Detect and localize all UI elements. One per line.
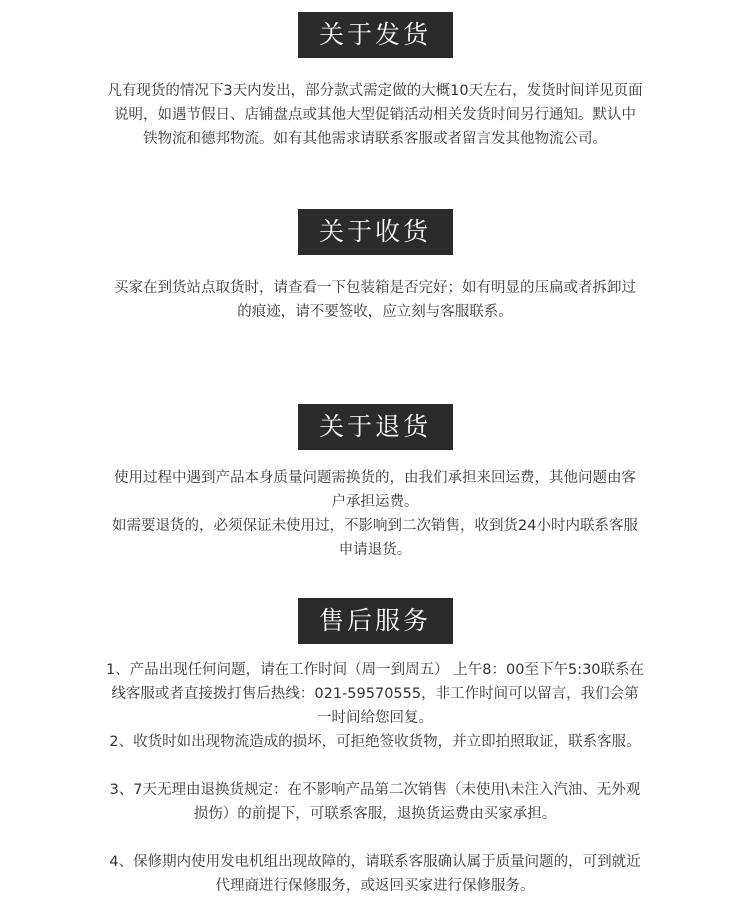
after-sales-item-4-line: 代理商进行保修服务，或返回买家进行保修服务。: [215, 878, 535, 894]
after-sales-item-2-line: 2、收货时如出现物流造成的损坏，可拒绝签收货物，并立即拍照取证，联系客服。: [109, 734, 641, 750]
returns-line: 申请退货。: [338, 542, 412, 558]
receiving-paragraph: [65, 276, 685, 324]
shipping-section: [0, 12, 750, 151]
after-sales-item-4-line: 4、保修期内使用发电机组出现故障的，请联系客服确认属于质量问题的，可到就近: [109, 854, 641, 870]
shipping-line: 铁物流和德邦物流。如有其他需求请联系客服或者留言发其他物流公司。: [143, 131, 607, 147]
after-sales-section: [0, 598, 750, 898]
returns-line: 如需要退货的，必须保证未使用过，不影响到二次销售，收到货24小时内联系客服: [112, 518, 638, 534]
receiving-line: 买家在到货站点取货时，请查看一下包装箱是否完好；如有明显的压扁或者拆卸过: [114, 280, 636, 296]
shipping-line: 凡有现货的情况下3天内发出，部分款式需定做的大概10天左右，发货时间详见页面: [107, 83, 643, 99]
receiving-heading: 关于收货: [298, 209, 453, 255]
spacer: [65, 826, 685, 850]
after-sales-item-3-line: 损伤）的前提下，可联系客服，退换货运费由买家承担。: [193, 806, 557, 822]
shipping-heading: 关于发货: [298, 12, 453, 58]
returns-line: 使用过程中遇到产品本身质量问题需换货的，由我们承担来回运费，其他问题由客: [114, 470, 636, 486]
after-sales-item-3-line: 3、7天无理由退换货规定：在不影响产品第二次销售（未使用\未注入汽油、无外观: [109, 782, 641, 798]
returns-section: [0, 404, 750, 562]
after-sales-paragraph: [65, 658, 685, 898]
after-sales-item-1-line: 1、产品出现任何问题，请在工作时间（周一到周五） 上午8：00至下午5:30联系在: [105, 662, 645, 678]
shipping-paragraph: [65, 79, 685, 151]
returns-heading: 关于退货: [298, 404, 453, 450]
spacer: [65, 754, 685, 778]
receiving-line: 的痕迹，请不要签收，应立刻与客服联系。: [237, 304, 513, 320]
after-sales-item-1-line: 线客服或者直接拨打售后热线：021-59570555，非工作时间可以留言，我们会第: [111, 686, 639, 702]
shipping-line: 说明，如遇节假日、店铺盘点或其他大型促销活动相关发货时间另行通知。默认中: [114, 107, 636, 123]
returns-line: 户承担运费。: [331, 494, 419, 510]
returns-paragraph: [65, 466, 685, 562]
receiving-section: [0, 209, 750, 324]
after-sales-heading: 售后服务: [298, 598, 453, 644]
after-sales-item-1-line: 一时间给您回复。: [317, 710, 433, 726]
